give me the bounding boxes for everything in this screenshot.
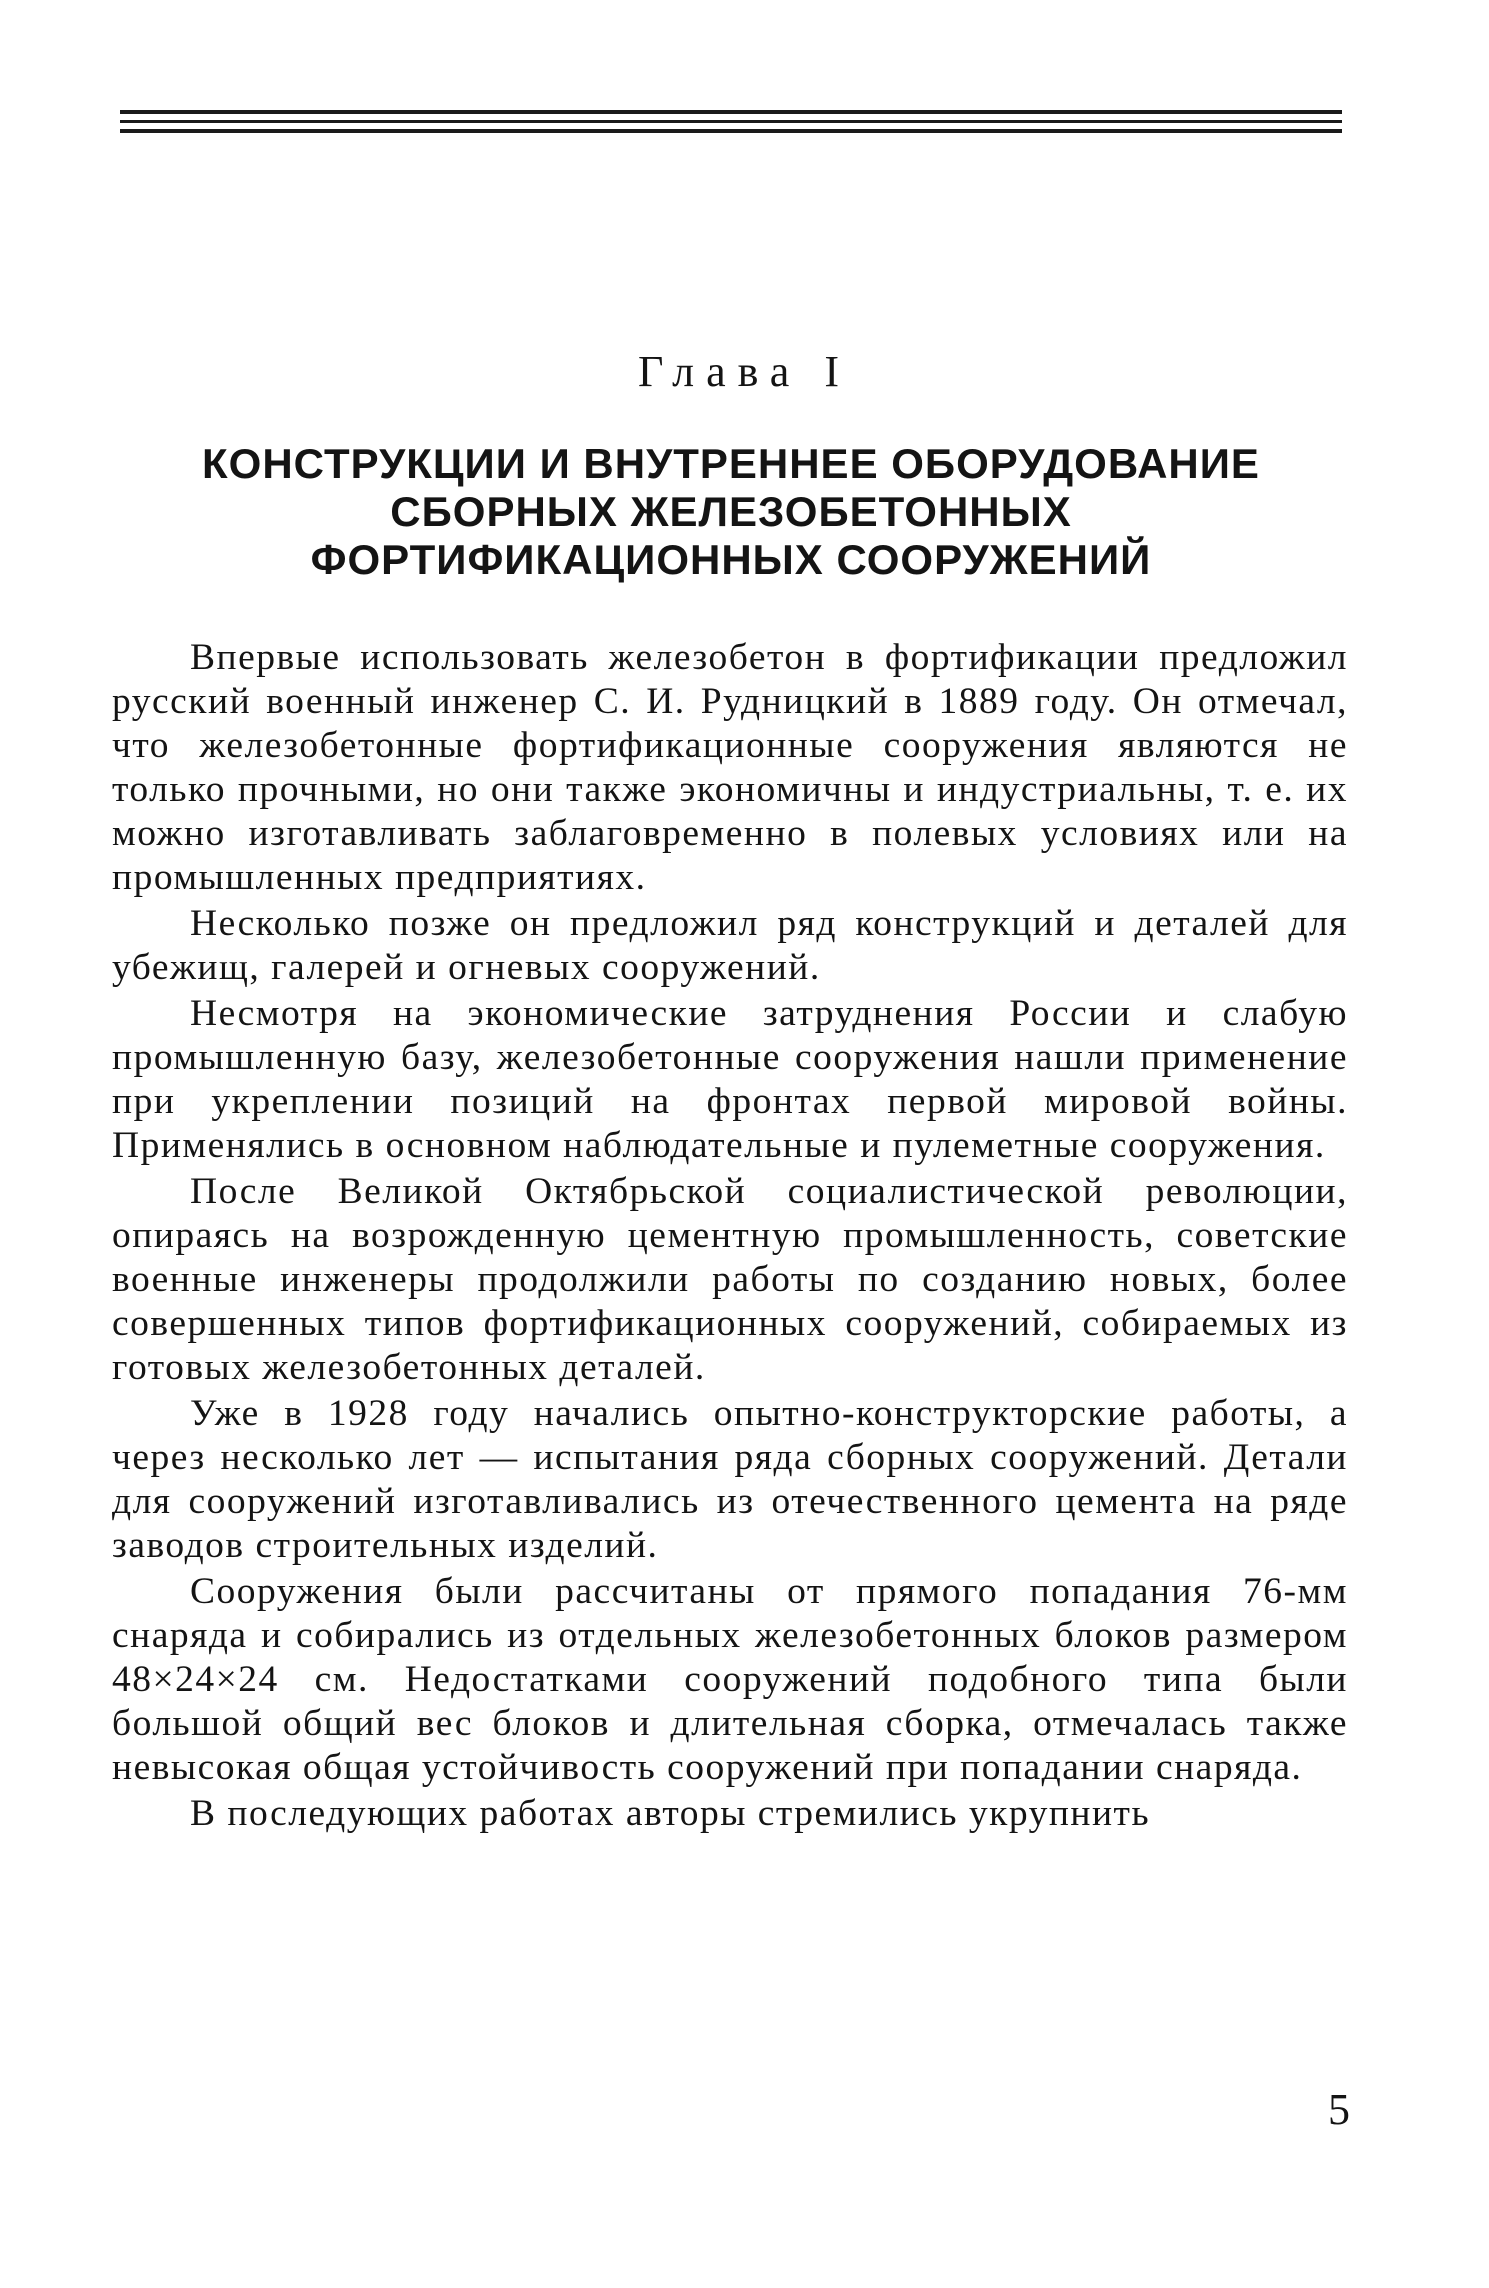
chapter-title-line: КОНСТРУКЦИИ И ВНУТРЕННЕЕ ОБОРУДОВАНИЕ: [202, 440, 1260, 487]
body-text: [112, 636, 1348, 1838]
header-rule: [120, 129, 1342, 133]
paragraph: После Великой Октябрьской социалистической революции, опираясь на возрожденную цементную промышленность, советские военные инженеры продолжили работы по созданию новых, более совершенных типов фортификационных сооружений, собираемых из готовых железобетонных деталей.: [112, 1171, 1348, 1388]
paragraph: Уже в 1928 году начались опытно-конструкторские работы, а через несколько лет — испытания ряда сборных сооружений. Детали для сооружений изготавливались из отечественного цемента на ряде заводов строительных изделий.: [112, 1393, 1348, 1566]
page-number: 5: [1328, 2085, 1350, 2134]
chapter-title-line: СБОРНЫХ ЖЕЛЕЗОБЕТОННЫХ: [390, 488, 1072, 535]
header-rule: [120, 120, 1342, 123]
chapter-label: Глава I: [638, 347, 851, 396]
chapter-title-line: ФОРТИФИКАЦИОННЫХ СООРУЖЕНИЙ: [310, 536, 1152, 583]
chapter-title: [120, 440, 1342, 584]
paragraph: В последующих работах авторы стремились укрупнить: [190, 1793, 1151, 1834]
header-rule: [120, 110, 1342, 114]
paragraph: Несмотря на экономические затруднения России и слабую промышленную базу, железобетонные сооружения нашли применение при укреплении позиций на фронтах первой мировой войны. Применялись в основном наблюдательные и пулеметные сооружения.: [112, 993, 1348, 1166]
paragraph: Несколько позже он предложил ряд конструкций и деталей для убежищ, галерей и огневых сооружений.: [112, 903, 1348, 988]
paragraph: Сооружения были рассчитаны от прямого попадания 76-мм снаряда и собирались из отдельных железобетонных блоков размером 48×24×24 см. Недостатками сооружений подобного типа были большой общий вес блоков и длительная сборка, отмечалась также невысокая общая устойчивость сооружений при попадании снаряда.: [112, 1571, 1348, 1788]
paragraph: Впервые использовать железобетон в фортификации предложил русский военный инженер С. И. Рудницкий в 1889 году. Он отмечал, что железобетонные фортификационные сооружения являются не только прочными, но они также экономичны и индустриальны, т. е. их можно изготавливать заблаговременно в полевых условиях или на промышленных предприятиях.: [112, 637, 1348, 898]
